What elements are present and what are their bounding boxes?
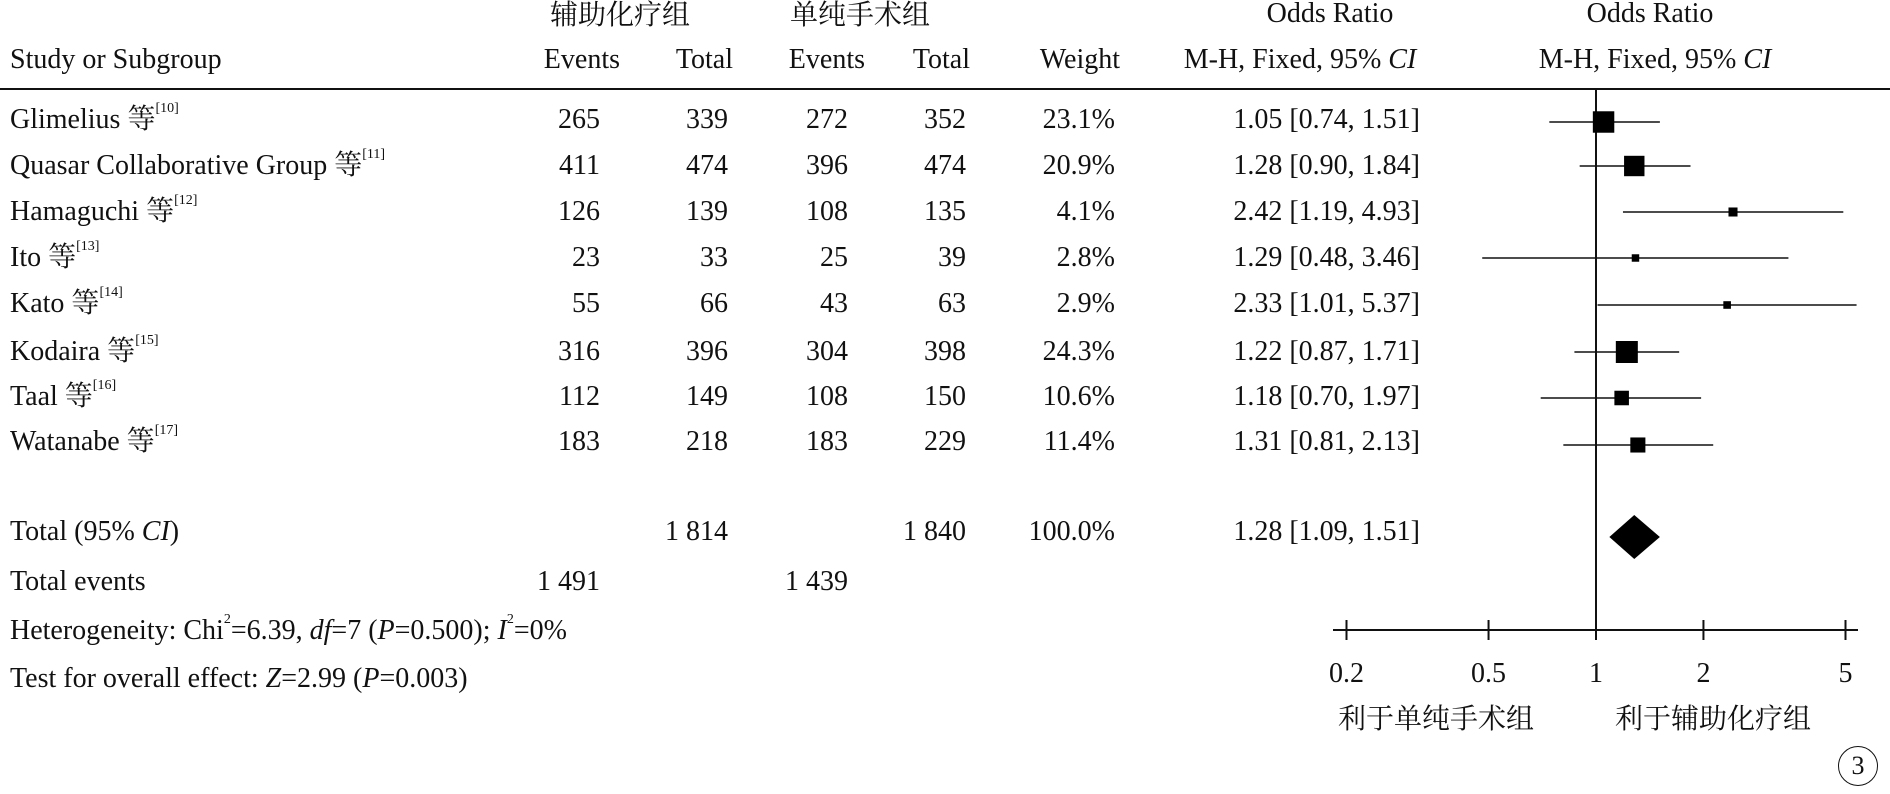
study-name: Taal 等[16] <box>10 378 117 412</box>
study-weight: 2.9% <box>1056 288 1115 319</box>
study-total-1: 33 <box>700 242 728 273</box>
study-events-2: 183 <box>806 426 848 457</box>
study-reference: [17] <box>154 423 179 438</box>
total-header-1: Total <box>675 44 733 75</box>
study-weight: 2.8% <box>1056 242 1115 273</box>
favours-left-label: 利于单纯手术组 <box>1338 704 1535 735</box>
weight-header: Weight <box>1039 44 1120 75</box>
study-total-2: 474 <box>924 150 966 181</box>
study-events-2: 108 <box>806 196 848 227</box>
study-total-1: 149 <box>686 381 728 412</box>
study-events-1: 316 <box>558 336 600 367</box>
study-events-1: 55 <box>572 288 600 319</box>
total-n-1: 1 814 <box>665 516 728 547</box>
pooled-diamond <box>1609 515 1660 559</box>
study-name: Kodaira 等[15] <box>10 333 159 367</box>
study-odds-ratio-ci: 1.29 [0.48, 3.46] <box>1233 242 1420 273</box>
total-header-2: Total <box>912 44 970 75</box>
study-total-2: 352 <box>924 104 966 135</box>
study-total-2: 39 <box>938 242 966 273</box>
study-reference: [14] <box>99 285 123 300</box>
study-reference: [15] <box>135 333 159 348</box>
or-plot-header: Odds Ratio <box>1586 0 1714 29</box>
or-plot-method-header: M-H, Fixed, 95% CI <box>1538 44 1772 75</box>
total-events-label: Total events <box>10 566 146 597</box>
group1-header: 辅助化疗组 <box>549 0 690 31</box>
x-axis-tick-label: 5 <box>1838 658 1853 689</box>
total-label: Total (95% CI) <box>10 516 180 547</box>
total-events-1: 1 491 <box>537 566 600 597</box>
x-axis-tick-label: 1 <box>1589 658 1603 689</box>
total-weight: 100.0% <box>1028 516 1115 547</box>
study-reference: [13] <box>76 239 100 254</box>
events-header-2: Events <box>788 44 865 75</box>
study-weight: 10.6% <box>1042 381 1115 412</box>
study-name: Kato 等[14] <box>10 285 123 319</box>
total-n-2: 1 840 <box>903 516 966 547</box>
study-odds-ratio-ci: 1.18 [0.70, 1.97] <box>1233 381 1420 412</box>
study-odds-ratio-ci: 1.22 [0.87, 1.71] <box>1233 336 1420 367</box>
study-events-2: 272 <box>806 104 848 135</box>
study-total-2: 229 <box>924 426 966 457</box>
study-point-square <box>1723 301 1731 309</box>
study-point-square <box>1630 437 1645 452</box>
total-or: 1.28 [1.09, 1.51] <box>1233 516 1420 547</box>
study-events-1: 112 <box>559 381 600 412</box>
study-name: Watanabe 等[17] <box>10 423 179 457</box>
x-axis-tick-label: 0.5 <box>1471 658 1507 689</box>
study-odds-ratio-ci: 2.33 [1.01, 5.37] <box>1233 288 1420 319</box>
study-events-1: 183 <box>558 426 600 457</box>
study-weight: 24.3% <box>1042 336 1115 367</box>
study-point-square <box>1728 207 1737 216</box>
study-point-square <box>1632 254 1639 261</box>
x-axis-tick-label: 0.2 <box>1329 658 1364 689</box>
study-events-2: 304 <box>806 336 848 367</box>
study-total-2: 150 <box>924 381 966 412</box>
study-reference: [10] <box>155 101 179 116</box>
study-odds-ratio-ci: 2.42 [1.19, 4.93] <box>1233 196 1420 227</box>
or-header: Odds Ratio <box>1266 0 1394 29</box>
study-total-1: 218 <box>686 426 728 457</box>
study-total-1: 396 <box>686 336 728 367</box>
study-events-1: 265 <box>558 104 600 135</box>
heterogeneity-text: Heterogeneity: Chi$^2$=6.39, df=7 (P=0.500); $I^2=0\%$ <box>10 612 567 646</box>
study-point-square <box>1614 391 1629 406</box>
study-name: Hamaguchi 等[12] <box>10 193 198 227</box>
study-total-1: 139 <box>686 196 728 227</box>
study-weight: 20.9% <box>1042 150 1115 181</box>
study-name: Ito 等[13] <box>10 239 100 273</box>
total-events-2: 1 439 <box>785 566 848 597</box>
study-events-2: 25 <box>820 242 848 273</box>
study-events-2: 43 <box>820 288 848 319</box>
study-events-1: 411 <box>559 150 600 181</box>
study-events-2: 396 <box>806 150 848 181</box>
study-total-2: 63 <box>938 288 966 319</box>
group2-header: 单纯手术组 <box>789 0 930 31</box>
or-method-header: M-H, Fixed, 95% CI <box>1183 44 1417 75</box>
study-weight: 23.1% <box>1042 104 1115 135</box>
panel-label: 3 <box>1838 746 1878 786</box>
study-total-1: 66 <box>700 288 728 319</box>
study-point-square <box>1624 156 1644 176</box>
study-column-header: Study or Subgroup <box>10 44 222 75</box>
study-reference: [12] <box>174 193 198 208</box>
study-total-1: 339 <box>686 104 728 135</box>
study-total-2: 135 <box>924 196 966 227</box>
study-events-2: 108 <box>806 381 848 412</box>
study-events-1: 126 <box>558 196 600 227</box>
study-odds-ratio-ci: 1.28 [0.90, 1.84] <box>1233 150 1420 181</box>
study-weight: 11.4% <box>1043 426 1115 457</box>
study-events-1: 23 <box>572 242 600 273</box>
study-point-square <box>1593 111 1614 132</box>
study-reference: [16] <box>92 378 117 393</box>
study-weight: 4.1% <box>1056 196 1115 227</box>
study-odds-ratio-ci: 1.31 [0.81, 2.13] <box>1233 426 1420 457</box>
study-total-1: 474 <box>686 150 728 181</box>
study-name: Quasar Collaborative Group 等[11] <box>10 147 386 181</box>
overall-effect-text: Test for overall effect: Z=2.99 (P=0.003) <box>10 663 468 694</box>
x-axis-tick-label: 2 <box>1696 658 1711 689</box>
study-total-2: 398 <box>924 336 966 367</box>
study-reference: [11] <box>362 147 386 162</box>
favours-right-label: 利于辅助化疗组 <box>1615 704 1812 735</box>
events-header-1: Events <box>543 44 620 75</box>
study-name: Glimelius 等[10] <box>10 101 179 135</box>
study-point-square <box>1616 341 1638 363</box>
study-odds-ratio-ci: 1.05 [0.74, 1.51] <box>1233 104 1420 135</box>
